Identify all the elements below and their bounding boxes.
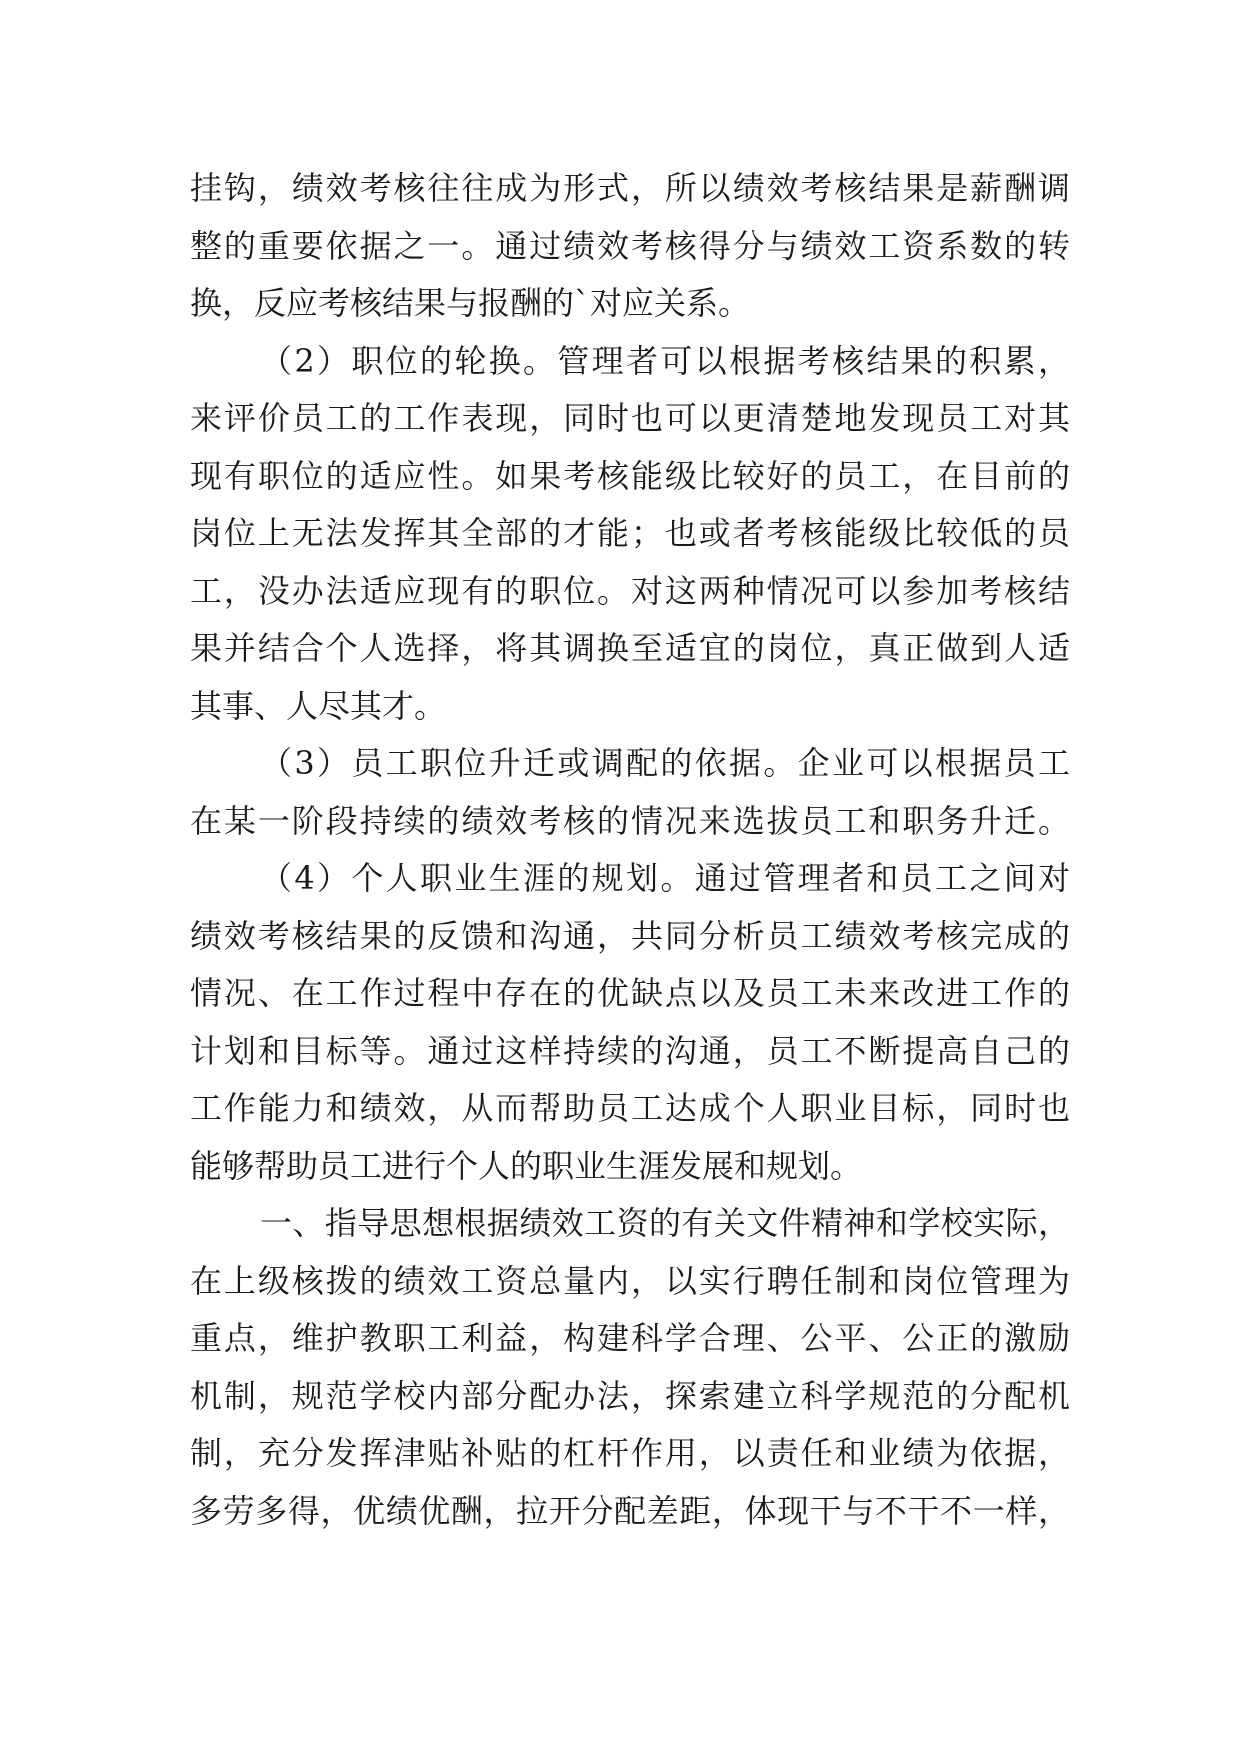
- text-line: 能够帮助员工进行个人的职业生涯发展和规划。: [190, 1146, 863, 1185]
- text-line: 在上级核拨的绩效工资总量内，以实行聘任制和岗位管理为: [190, 1261, 1070, 1300]
- text-line: （3）员工职位升迁或调配的依据。企业可以根据员工: [260, 744, 1070, 782]
- text-line: 其事、人尽其才。: [190, 686, 447, 725]
- text-line: 整的重要依据之一。通过绩效考核得分与绩效工资系数的转: [190, 226, 1070, 265]
- text-line: 一、指导思想根据绩效工资的有关文件精神和学校实际，: [260, 1204, 1070, 1242]
- text-line: 情况、在工作过程中存在的优缺点以及员工未来改进工作的: [190, 974, 1070, 1012]
- text-line: 换，反应考核结果与报酬的`对应关系。: [190, 284, 751, 322]
- text-line: 来评价员工的工作表现，同时也可以更清楚地发现员工对其: [190, 399, 1070, 437]
- text-line: （4）个人职业生涯的规划。通过管理者和员工之间对: [260, 859, 1070, 897]
- text-line: 多劳多得，优绩优酬，拉开分配差距，体现干与不干不一样，: [190, 1491, 1070, 1530]
- text-line: 重点，维护教职工利益，构建科学合理、公平、公正的激励: [190, 1319, 1070, 1357]
- body-text: [190, 160, 1070, 1540]
- text-line: 现有职位的适应性。如果考核能级比较好的员工，在目前的: [190, 456, 1070, 495]
- text-line: 制，充分发挥津贴补贴的杠杆作用，以责任和业绩为依据，: [190, 1434, 1070, 1472]
- text-line: 机制，规范学校内部分配办法，探索建立科学规范的分配机: [190, 1376, 1070, 1415]
- text-line: 在某一阶段持续的绩效考核的情况来选拔员工和职务升迁。: [190, 801, 1070, 840]
- text-line: 岗位上无法发挥其全部的才能；也或者考核能级比较低的员: [190, 514, 1070, 552]
- text-line: 果并结合个人选择，将其调换至适宜的岗位，真正做到人适: [190, 629, 1070, 667]
- text-line: 工，没办法适应现有的职位。对这两种情况可以参加考核结: [190, 571, 1070, 610]
- text-line: 绩效考核结果的反馈和沟通，共同分析员工绩效考核完成的: [190, 916, 1070, 955]
- text-line: 工作能力和绩效，从而帮助员工达成个人职业目标，同时也: [190, 1089, 1070, 1127]
- text-line: 挂钩，绩效考核往往成为形式，所以绩效考核结果是薪酬调: [190, 169, 1070, 207]
- text-line: （2）职位的轮换。管理者可以根据考核结果的积累，: [260, 341, 1070, 380]
- text-line: 计划和目标等。通过这样持续的沟通，员工不断提高自己的: [190, 1031, 1070, 1070]
